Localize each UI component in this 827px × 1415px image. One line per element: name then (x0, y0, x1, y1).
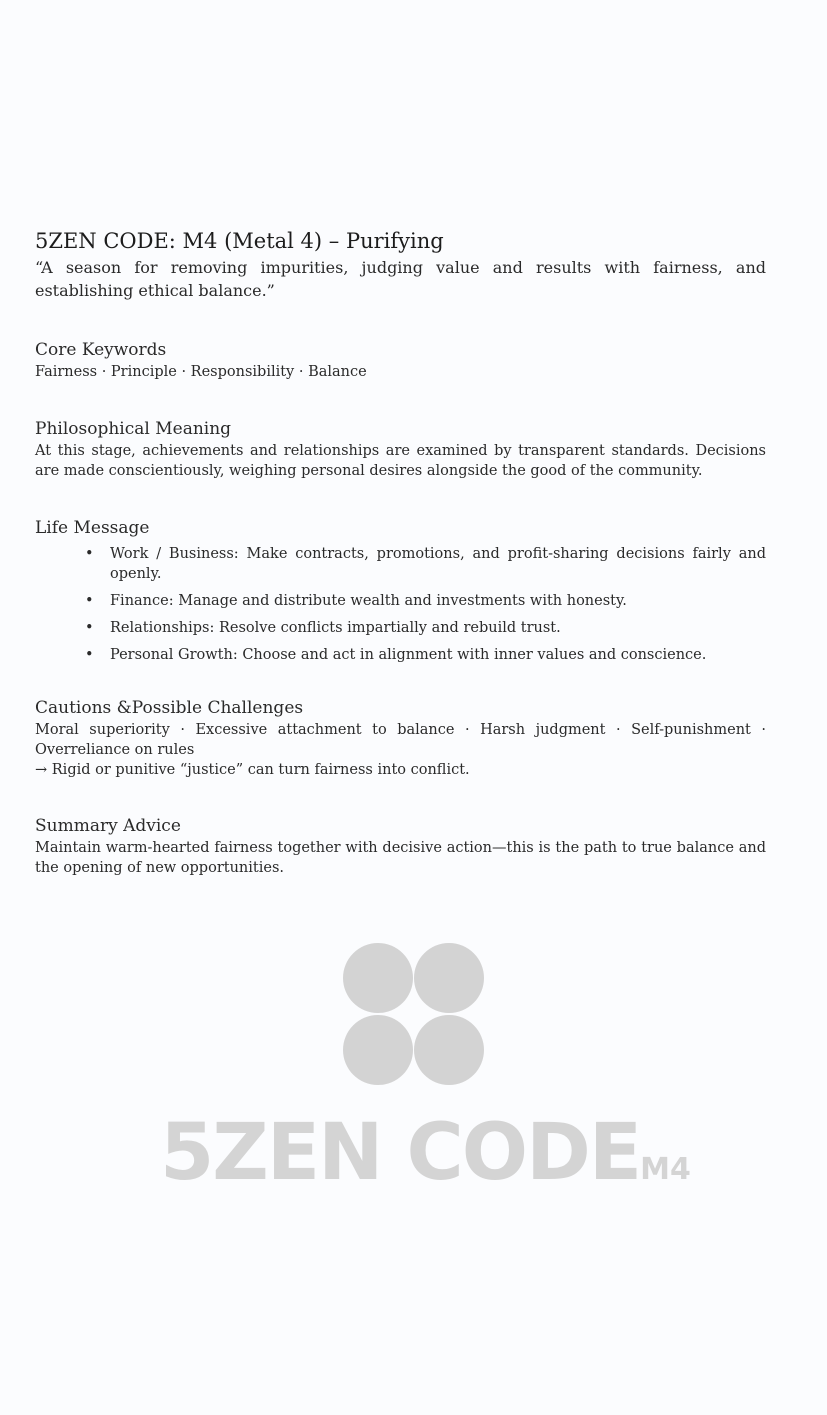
wordmark-text: 5ZEN CODE (160, 1108, 641, 1198)
logo-circle (414, 943, 484, 1013)
philosophical-meaning-heading: Philosophical Meaning (35, 419, 232, 439)
wordmark-code: M4 (640, 1152, 691, 1187)
cautions-text: Moral superiority · Excessive attachment to balance · Harsh judgment · Self-punishment · Overreliance on rules (35, 722, 766, 758)
philosophical-meaning-section (35, 418, 766, 481)
list-item-text: Personal Growth: Choose and act in alignment with inner values and conscience. (110, 647, 707, 663)
bullet-icon: • (85, 546, 94, 562)
tagline-quote: “A season for removing impurities, judging value and results with fairness, and establishing ethical balance.” (35, 258, 766, 300)
bullet-icon: • (85, 593, 94, 609)
core-keywords-heading: Core Keywords (35, 340, 167, 360)
four-circles-logo-icon (343, 943, 485, 1085)
page-title: 5ZEN CODE: M4 (Metal 4) – Purifying (35, 229, 444, 253)
list-item (85, 591, 766, 611)
bullet-icon: • (85, 620, 94, 636)
philosophical-meaning-text: At this stage, achievements and relationships are examined by transparent standards. Decisions are made conscientiously, weighing personal desires alongside the good of the community. (35, 443, 766, 479)
list-item-text: Work / Business: Make contracts, promotions, and profit-sharing decisions fairly and openly. (110, 546, 766, 582)
summary-advice-heading: Summary Advice (35, 816, 181, 836)
logo-circle (343, 943, 413, 1013)
list-item (85, 645, 766, 665)
life-message-list (35, 544, 766, 665)
list-item (85, 544, 766, 584)
cautions-note: → Rigid or punitive “justice” can turn fairness into conflict. (35, 762, 470, 778)
list-item (85, 618, 766, 638)
list-item-text: Finance: Manage and distribute wealth and investments with honesty. (110, 593, 627, 609)
cautions-section (35, 697, 766, 780)
summary-advice-section (35, 815, 766, 878)
bullet-icon: • (85, 647, 94, 663)
life-message-heading: Life Message (35, 518, 150, 538)
summary-advice-text: Maintain warm-hearted fairness together with decisive action—this is the path to true balance and the opening of new opportunities. (35, 840, 766, 876)
core-keywords-text: Fairness · Principle · Responsibility · Balance (35, 364, 367, 380)
logo-circle (414, 1015, 484, 1085)
document-body (35, 226, 766, 878)
cautions-heading: Cautions &Possible Challenges (35, 698, 304, 718)
life-message-section (35, 517, 766, 665)
list-item-text: Relationships: Resolve conflicts impartially and rebuild trust. (110, 620, 561, 636)
logo-circle (343, 1015, 413, 1085)
core-keywords-section (35, 339, 766, 382)
brand-wordmark (160, 1108, 740, 1198)
